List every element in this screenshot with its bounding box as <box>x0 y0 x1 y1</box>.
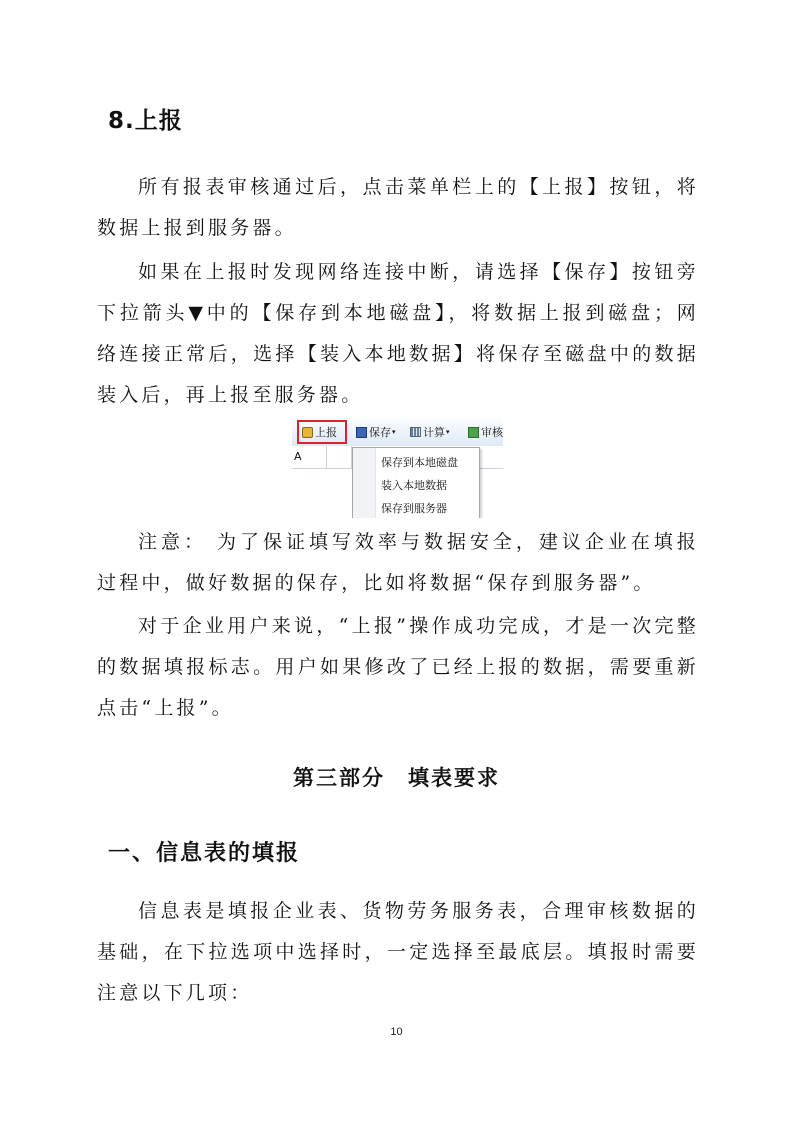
save-button[interactable] <box>356 424 396 440</box>
save-dropdown-menu <box>352 447 480 518</box>
report-button-label: 上报 <box>315 426 337 439</box>
toolbar <box>292 418 503 447</box>
menu-item-save-local[interactable]: 保存到本地磁盘 <box>381 456 458 469</box>
save-button-label: 保存 <box>369 426 391 439</box>
calculate-button-label: 计算 <box>423 426 445 439</box>
paragraph-offline-save: 如果在上报时发现网络连接中断，请选择【保存】按钮旁下拉箭头▼中的【保存到本地磁盘】，将数据上报到磁盘；网络连接正常后，选择【装入本地数据】将保存至磁盘中的数据装入后，再上报至服务器。 <box>97 261 699 406</box>
audit-check-icon <box>468 427 479 438</box>
floppy-disk-icon <box>356 427 367 438</box>
sub-heading: 一、信息表的填报 <box>108 841 301 866</box>
menu-gutter <box>353 448 376 518</box>
grid-cell[interactable] <box>292 446 327 468</box>
part-heading: 第三部分 填表要求 <box>293 766 500 790</box>
grid-cell[interactable] <box>327 446 352 468</box>
calculate-button[interactable] <box>410 424 450 440</box>
menu-item-load-local[interactable]: 装入本地数据 <box>381 479 447 492</box>
section-heading: 8.上报 <box>108 108 183 134</box>
report-highlight-box <box>297 420 347 444</box>
chevron-down-icon[interactable]: ▾ <box>446 428 450 436</box>
paragraph-note: 注意： 为了保证填写效率与数据安全，建议企业在填报过程中，做好数据的保存，比如将数据“保存到服务器”。 <box>97 531 699 594</box>
chevron-down-icon[interactable]: ▾ <box>392 428 396 436</box>
toolbar-screenshot <box>292 418 503 518</box>
paragraph-info-table: 信息表是填报企业表、货物劳务服务表，合理审核数据的基础，在下拉选项中选择时，一定选择至最底层。填报时需要注意以下几项： <box>97 900 699 1004</box>
audit-button[interactable] <box>468 424 503 440</box>
paragraph-report-instruction: 所有报表审核通过后，点击菜单栏上的【上报】按钮，将数据上报到服务器。 <box>97 176 699 239</box>
paragraph-completion: 对于企业用户来说，“上报”操作成功完成，才是一次完整的数据填报标志。用户如果修改了已经上报的数据，需要重新点击“上报”。 <box>97 615 699 719</box>
page-number: 10 <box>390 1026 403 1038</box>
grid-cell-label: A <box>294 450 302 463</box>
audit-button-label: 审核 <box>481 426 503 439</box>
menu-item-save-server[interactable]: 保存到服务器 <box>381 502 447 515</box>
calculator-icon <box>410 427 421 437</box>
